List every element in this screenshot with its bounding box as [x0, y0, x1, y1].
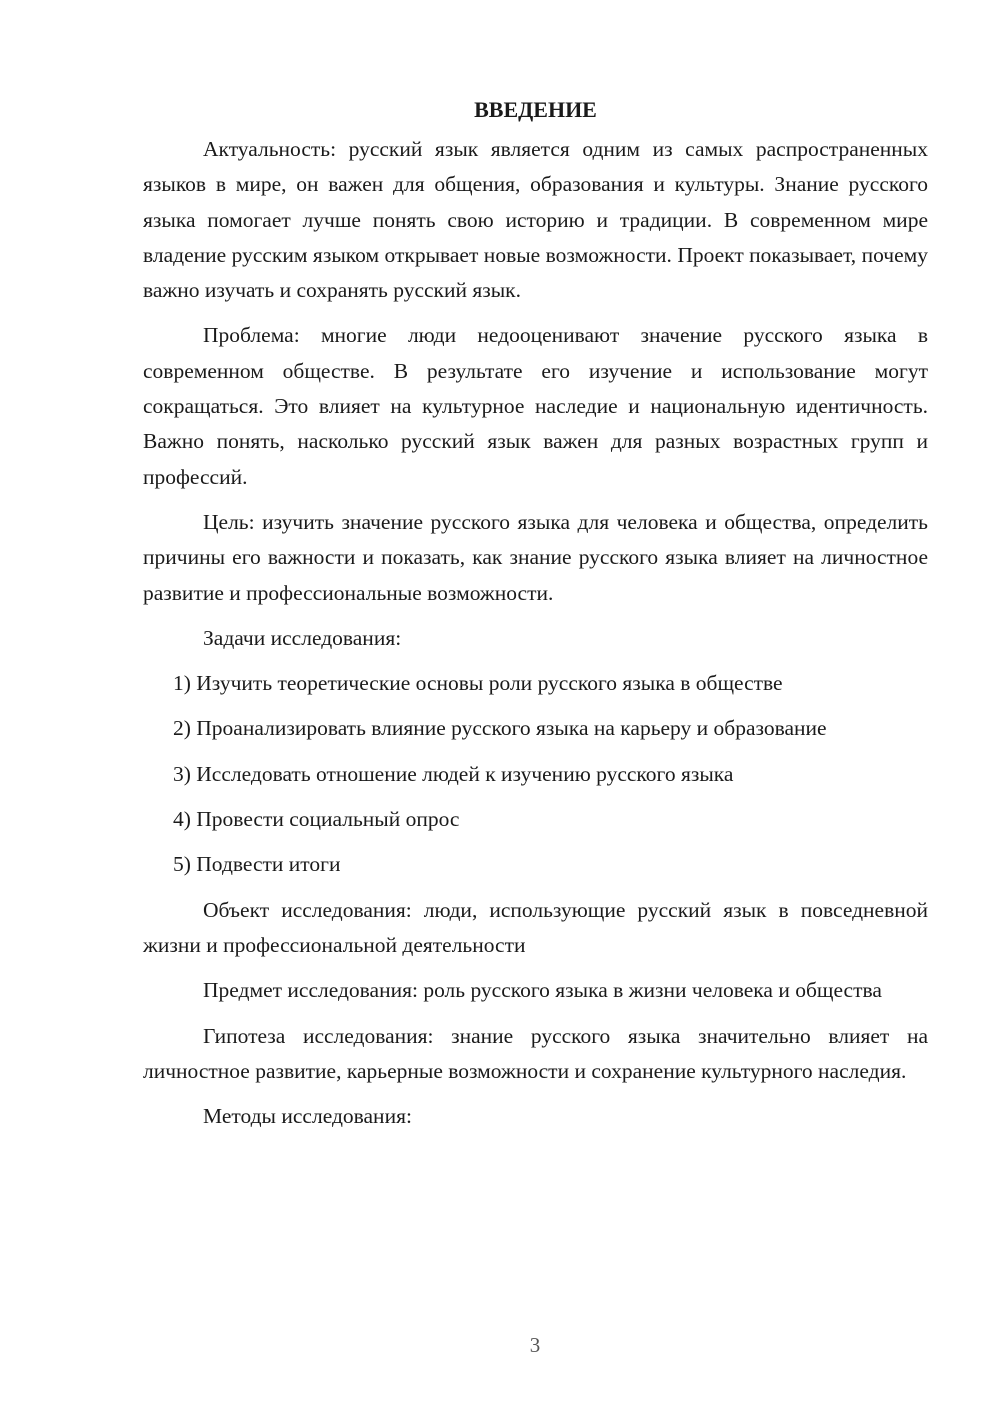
page-content [143, 95, 928, 1144]
task-item-1: 1) Изучить теоретические основы роли русского языка в обществе [173, 671, 783, 696]
task-item-2: 2) Проанализировать влияние русского языка на карьеру и образование [173, 716, 827, 741]
paragraph-goal: Цель: изучить значение русского языка для человека и общества, определить причины его важности и показать, как знание русского языка влияет на личностное развитие и профессиональные возможности. [143, 509, 928, 605]
paragraph-object: Объект исследования: люди, использующие русский язык в повседневной жизни и профессиональной деятельности [143, 897, 928, 957]
task-item-5: 5) Подвести итоги [173, 852, 341, 877]
page-number: 3 [529, 1333, 541, 1357]
paragraph-subject: Предмет исследования: роль русского языка в жизни человека и общества [203, 978, 882, 1003]
paragraph-tasks-heading: Задачи исследования: [203, 625, 402, 650]
task-item-4: 4) Провести социальный опрос [173, 807, 460, 832]
paragraph-hypothesis: Гипотеза исследования: знание русского языка значительно влияет на личностное развитие, карьерные возможности и сохранение культурного наследия. [143, 1023, 928, 1083]
section-title: ВВЕДЕНИЕ [474, 97, 597, 122]
paragraph-relevance: Актуальность: русский язык является одним из самых распространенных языков в мире, он важен для общения, образования и культуры. Знание русского языка помогает лучше понять свою историю и традиции. В современном мире владение русским языком открывает новые возможности. Проект показывает, почему важно изучать и сохранять русский язык. [143, 137, 928, 303]
paragraph-methods-heading: Методы исследования: [203, 1104, 412, 1129]
paragraph-problem: Проблема: многие люди недооценивают значение русского языка в современном обществе. В результате его изучение и использование могут сокращаться. Это влияет на культурное наследие и национальную идентичность. Важно понять, насколько русский язык важен для разных возрастных групп и профессий. [143, 323, 928, 489]
task-item-3: 3) Исследовать отношение людей к изучению русского языка [173, 761, 734, 786]
